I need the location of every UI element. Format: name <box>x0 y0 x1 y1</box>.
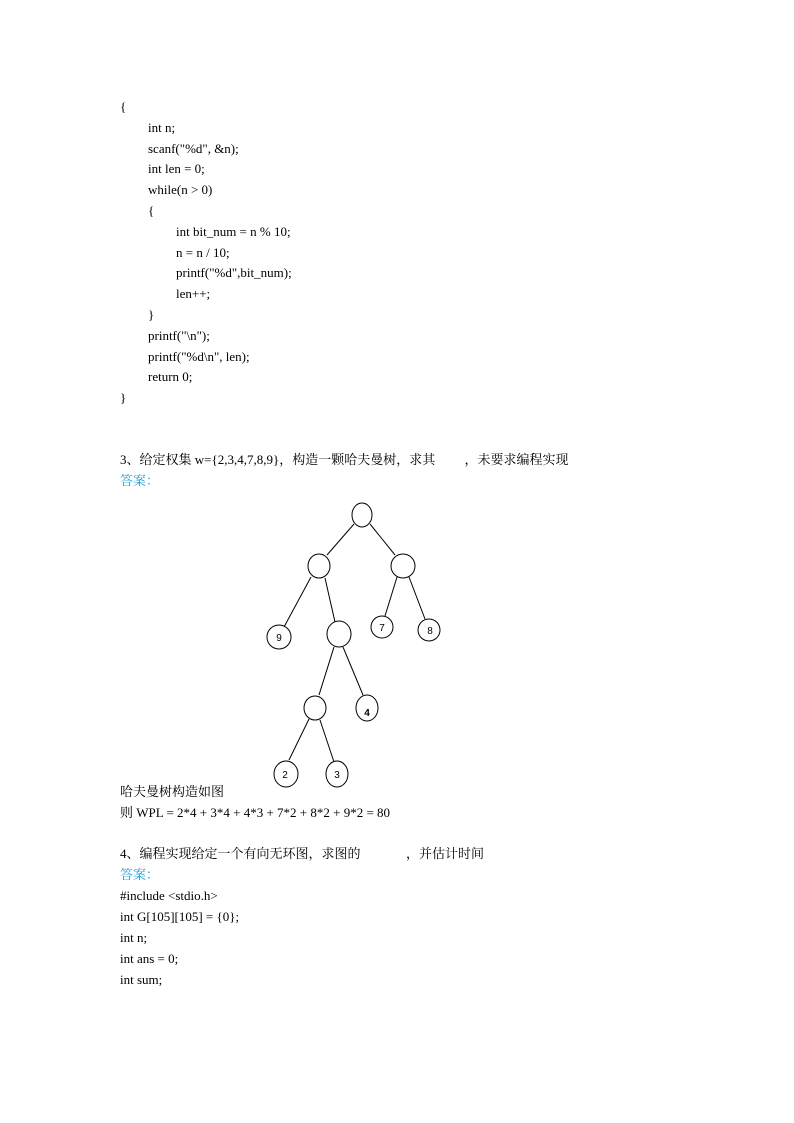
tree-edge <box>385 577 397 616</box>
tree-node-internal <box>304 696 326 720</box>
tree-node-internal <box>308 554 330 578</box>
tree-node-root <box>352 503 372 527</box>
tree-caption: 哈夫曼树构造如图 <box>120 784 225 799</box>
code-line: while(n > 0) <box>148 182 213 197</box>
code-line: { <box>120 99 127 114</box>
tree-node-internal <box>391 554 415 578</box>
tree-leaf-label: 4 <box>364 708 370 719</box>
tree-leaf-label: 2 <box>282 770 288 781</box>
code-line: #include <stdio.h> <box>120 888 218 903</box>
code-line: return 0; <box>148 369 193 384</box>
code-line: scanf("%d", &n); <box>148 141 239 156</box>
tree-leaf-label: 8 <box>427 626 433 637</box>
tree-edge <box>325 578 335 622</box>
tree-edge <box>289 719 309 760</box>
tree-edge <box>284 577 311 627</box>
tree-edge <box>409 577 425 619</box>
code-line: int bit_num = n % 10; <box>176 224 291 239</box>
code-line: printf("\n"); <box>148 328 210 343</box>
code-line: int G[105][105] = {0}; <box>120 909 240 924</box>
code-line: int sum; <box>120 972 163 987</box>
wpl-formula: 则 WPL = 2*4 + 3*4 + 4*3 + 7*2 + 8*2 + 9*2 = 80 <box>120 805 391 820</box>
code-line: int len = 0; <box>148 161 205 176</box>
code-line: } <box>148 307 155 322</box>
code-line: { <box>148 203 155 218</box>
tree-edge <box>343 647 363 695</box>
answer-label-3: 答案： <box>120 473 160 488</box>
question-4-text: 4、编程实现给定一个有向无环图，求图的 ，并估计时间 <box>120 846 485 861</box>
code-line: int n; <box>148 120 176 135</box>
tree-edge <box>370 524 395 555</box>
code-line: n = n / 10; <box>176 245 230 260</box>
tree-leaf-label: 3 <box>334 770 340 781</box>
answer-label-4: 答案： <box>120 867 160 882</box>
code-line: int n; <box>120 930 148 945</box>
code-line: printf("%d\n", len); <box>148 349 250 364</box>
code-line: int ans = 0; <box>120 951 179 966</box>
tree-edge <box>320 720 334 762</box>
code-line: } <box>120 390 127 405</box>
tree-node-internal <box>327 621 351 647</box>
question-3-text: 3、给定权集 w={2,3,4,7,8,9}，构造一颗哈夫曼树，求其 ，未要求编程实现 <box>120 452 569 467</box>
tree-edge <box>327 524 354 555</box>
tree-leaf-label: 9 <box>276 633 282 644</box>
tree-leaf-label: 7 <box>379 623 385 634</box>
tree-edge <box>319 647 334 695</box>
code-line: len++; <box>176 286 211 301</box>
code-line: printf("%d",bit_num); <box>176 265 292 280</box>
